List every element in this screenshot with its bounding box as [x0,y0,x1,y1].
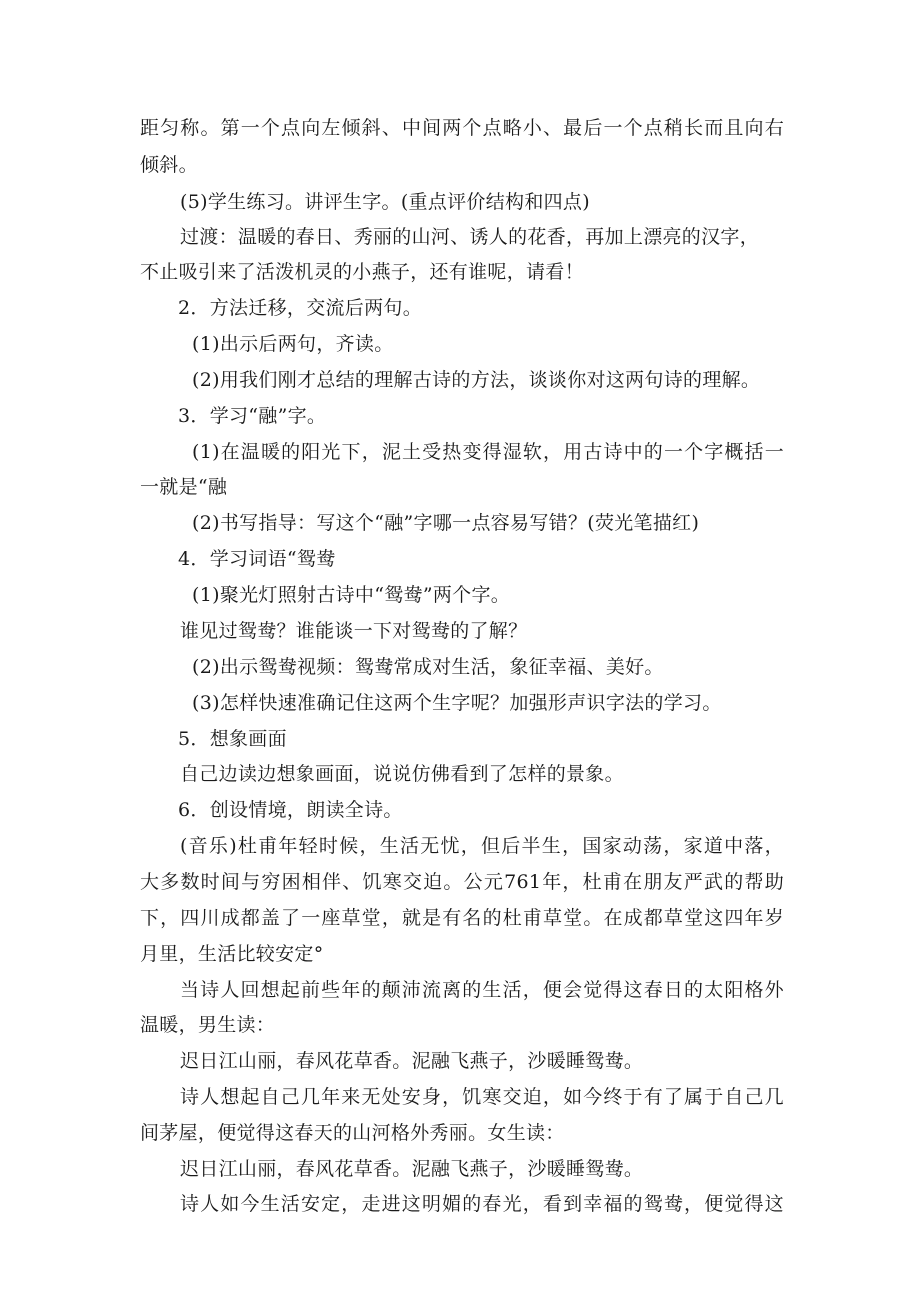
text-line: 谁见过鸳鸯？谁能谈一下对鸳鸯的了解？ [180,620,528,642]
text-line: 下，四川成都盖了一座草堂，就是有名的杜甫草堂。在成都草堂这四年岁 [140,907,784,929]
text-line: 3．学习“融”字。 [178,405,327,427]
text-line: 诗人如今生活安定，走进这明媚的春光，看到幸福的鸳鸯，便觉得这 [180,1193,784,1215]
text-line: (1)在温暖的阳光下，泥土受热变得湿软，用古诗中的一个字概括一 [192,441,784,463]
text-line: 4．学习词语“鸳鸯 [178,548,336,570]
text-line: (音乐)杜甫年轻时候，生活无忧，但后半生，国家动荡，家道中落， [180,835,784,857]
text-line: 倾斜。 [140,154,198,176]
text-line: 温暖，男生读： [140,1014,276,1036]
text-line: 诗人想起自己几年来无处安身，饥寒交迫，如今终于有了属于自己几 [180,1086,784,1108]
text-line: 迟日江山丽，春风花草香。泥融飞燕子，沙暖睡鸳鸯。 [180,1050,644,1072]
text-line: 距匀称。第一个点向左倾斜、中间两个点略小、最后一个点稍长而且向右 [140,117,784,139]
text-line: (2)用我们刚才总结的理解古诗的方法，谈谈你对这两句诗的理解。 [192,369,761,391]
text-line: 一就是“融 [140,476,228,498]
text-line: (5)学生练习。讲评生字。(重点评价结构和四点) [180,191,590,213]
text-line: 6．创设情境，朗读全诗。 [178,799,403,821]
text-line: (2)书写指导：写这个“融”字哪一点容易写错？(荧光笔描红) [192,512,700,534]
text-line: (1)聚光灯照射古诗中“鸳鸯”两个字。 [192,584,511,606]
text-line: 5．想象画面 [178,728,287,750]
text-line: 2．方法迁移，交流后两句。 [178,297,422,319]
text-line: 过渡：温暖的春日、秀丽的山河、诱人的花香，再加上漂亮的汉字， [180,226,760,248]
text-line: (3)怎样快速准确记住这两个生字呢？加强形声识字法的学习。 [192,692,722,714]
text-line: 迟日江山丽，春风花草香。泥融飞燕子，沙暖睡鸳鸯。 [180,1158,644,1180]
text-line: 间茅屋，便觉得这春天的山河格外秀丽。女生读： [140,1122,565,1144]
text-line: (2)出示鸳鸯视频：鸳鸯常成对生活，象征幸福、美好。 [192,656,664,678]
text-line: (1)出示后两句，齐读。 [192,333,394,355]
text-line: 月里，生活比较安定° [140,943,324,965]
text-line: 自己边读边想象画面，说说仿佛看到了怎样的景象。 [180,763,624,785]
text-line: 不止吸引来了活泼机灵的小燕子，还有谁呢，请看！ [140,261,584,283]
text-line: 大多数时间与穷困相伴、饥寒交迫。公元761年，杜甫在朋友严武的帮助 [140,871,784,893]
text-line: 当诗人回想起前些年的颠沛流离的生活，便会觉得这春日的太阳格外 [180,979,784,1001]
